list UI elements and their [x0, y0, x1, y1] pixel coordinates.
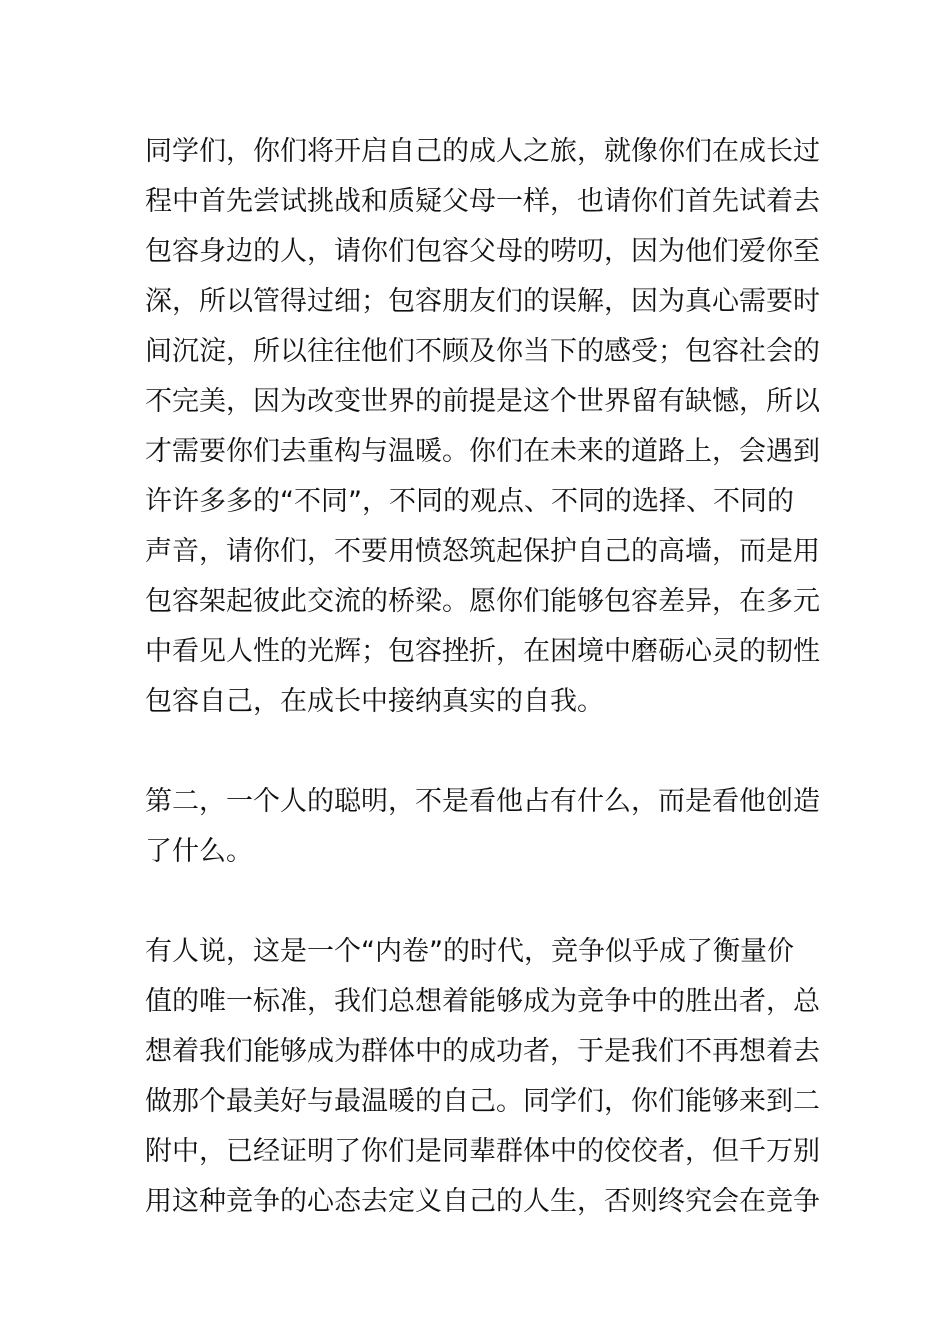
text-line: 深，所以管得过细；包容朋友们的误解，因为真心需要时 — [145, 286, 820, 317]
text-line: 做那个最美好与最温暖的自己。同学们，你们能够来到二 — [145, 1086, 820, 1117]
paragraph-competition — [145, 927, 820, 1227]
text-line: 间沉淀，所以往往他们不顾及你当下的感受；包容社会的 — [145, 336, 820, 367]
text-line: 第二，一个人的聪明，不是看他占有什么，而是看他创造 — [145, 786, 820, 817]
text-line: 中看见人性的光辉；包容挫折，在困境中磨砺心灵的韧性 — [145, 636, 820, 667]
text-line: 同学们，你们将开启自己的成人之旅，就像你们在成长过 — [145, 136, 820, 167]
text-line: 值的唯一标准，我们总想着能够成为竞争中的胜出者，总 — [145, 986, 820, 1017]
text-line: 用这种竞争的心态去定义自己的人生，否则终究会在竞争 — [145, 1186, 820, 1217]
paragraph-tolerance — [145, 127, 820, 727]
text-line: 包容架起彼此交流的桥梁。愿你们能够包容差异，在多元 — [145, 586, 820, 617]
text-line: 程中首先尝试挑战和质疑父母一样，也请你们首先试着去 — [145, 186, 820, 217]
text-line: 不完美，因为改变世界的前提是这个世界留有缺憾，所以 — [145, 386, 820, 417]
text-line: 才需要你们去重构与温暖。你们在未来的道路上，会遇到 — [145, 436, 820, 467]
paragraph-second-point — [145, 777, 820, 877]
text-line: 有人说，这是一个“内卷”的时代，竞争似乎成了衡量价 — [145, 936, 794, 967]
text-line: 包容身边的人，请你们包容父母的唠叨，因为他们爱你至 — [145, 236, 820, 267]
text-line: 许许多多的“不同”，不同的观点、不同的选择、不同的 — [145, 486, 794, 517]
document-body — [145, 127, 820, 1227]
text-line: 了什么。 — [145, 836, 253, 867]
text-line: 包容自己，在成长中接纳真实的自我。 — [145, 686, 604, 717]
text-line: 附中，已经证明了你们是同辈群体中的佼佼者，但千万别 — [145, 1136, 820, 1167]
text-line: 想着我们能够成为群体中的成功者，于是我们不再想着去 — [145, 1036, 820, 1067]
text-line: 声音，请你们，不要用愤怒筑起保护自己的高墙，而是用 — [145, 536, 820, 567]
